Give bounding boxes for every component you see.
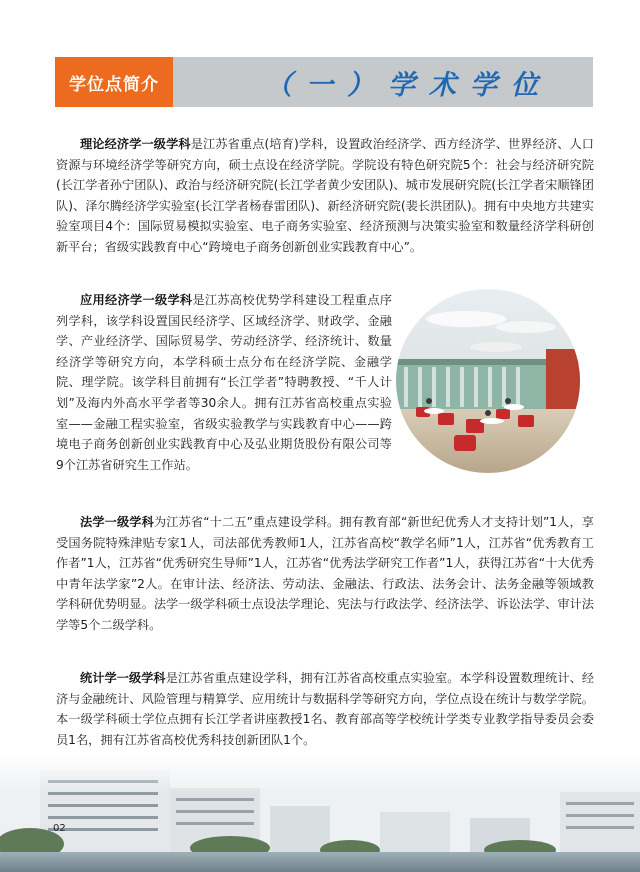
discipline-name: 理论经济学一级学科 bbox=[80, 137, 191, 151]
discipline-name: 应用经济学一级学科 bbox=[80, 293, 193, 307]
paragraph-theoretical-economics bbox=[56, 134, 594, 258]
paragraph-applied-economics bbox=[56, 290, 392, 475]
discipline-text: 是江苏省重点建设学科，拥有江苏省高校重点实验室。本学科设置数理统计、经济与金融统计、风险管理与精算学、应用统计与数据科学等研究方向，学位点设在统计与数学学院。本一级学科硕士学位点拥有长江学者讲座教授1名、教育部高等学校统计学类专业教学指导委员会委员1名，拥有江苏省高校优秀科技创新团队1个。 bbox=[56, 671, 595, 747]
library-photo bbox=[396, 289, 580, 473]
discipline-name: 统计学一级学科 bbox=[80, 671, 166, 685]
section-title: （一）学术学位 bbox=[265, 69, 552, 101]
page-number: 02 bbox=[53, 823, 66, 834]
section-tag: 学位点简介 bbox=[55, 57, 173, 107]
discipline-text: 是江苏高校优势学科建设工程重点序列学科，该学科设置国民经济学、区域经济学、财政学、金融学、产业经济学、国际贸易学、劳动经济学、经济统计、数量经济学等研究方向，本学科硕士点分布在经济学院、金融学院、理学院。该学科目前拥有“长江学者”特聘教授、“千人计划”及海内外高水平学者等30余人。拥有江苏省高校重点实验室——金融工程实验室，省级实验教学与实践教育中心——跨境电子商务创新创业实践教育中心及弘业期货股份有限公司等9个江苏省研究生工作站。 bbox=[56, 293, 393, 472]
campus-photo bbox=[0, 752, 640, 872]
section-header bbox=[55, 57, 593, 107]
discipline-name: 法学一级学科 bbox=[80, 515, 154, 529]
discipline-text: 为江苏省“十二五”重点建设学科。拥有教育部“新世纪优秀人才支持计划”1人，享受国务院特殊津贴专家1人，司法部优秀教师1人，江苏省高校“教学名师”1人，江苏省“优秀教育工作者”1人，江苏省“优秀研究生导师”1人，江苏省“优秀法学研究工作者”1人，获得江苏省“十大优秀中青年法学家”2人。在审计法、经济法、劳动法、金融法、行政法、法务会计、法务金融等领域教学科研优势明显。法学一级学科硕士点设法学理论、宪法与行政法学、经济法学、诉讼法学、审计法学等5个二级学科。 bbox=[56, 515, 594, 632]
discipline-text: 是江苏省重点(培育)学科，设置政治经济学、西方经济学、世界经济、人口资源与环境经济学等研究方向，硕士点设在经济学院。学院设有特色研究院5个：社会与经济研究院(长江学者孙宁团队)、政治与经济研究院(长江学者黄少安团队)、城市发展研究院(长江学者宋顺锋团队)、泽尔腾经济学实验室(长江学者杨春雷团队)、新经济研究院(裴长洪团队)。拥有中央地方共建实验室项目4个：国际贸易模拟实验室、电子商务实验室、经济预测与决策实验室和数量经济学科研创新平台；省级实践教育中心“跨境电子商务创新创业实践教育中心”。 bbox=[56, 137, 594, 254]
paragraph-statistics bbox=[56, 668, 594, 750]
paragraph-law bbox=[56, 512, 594, 636]
